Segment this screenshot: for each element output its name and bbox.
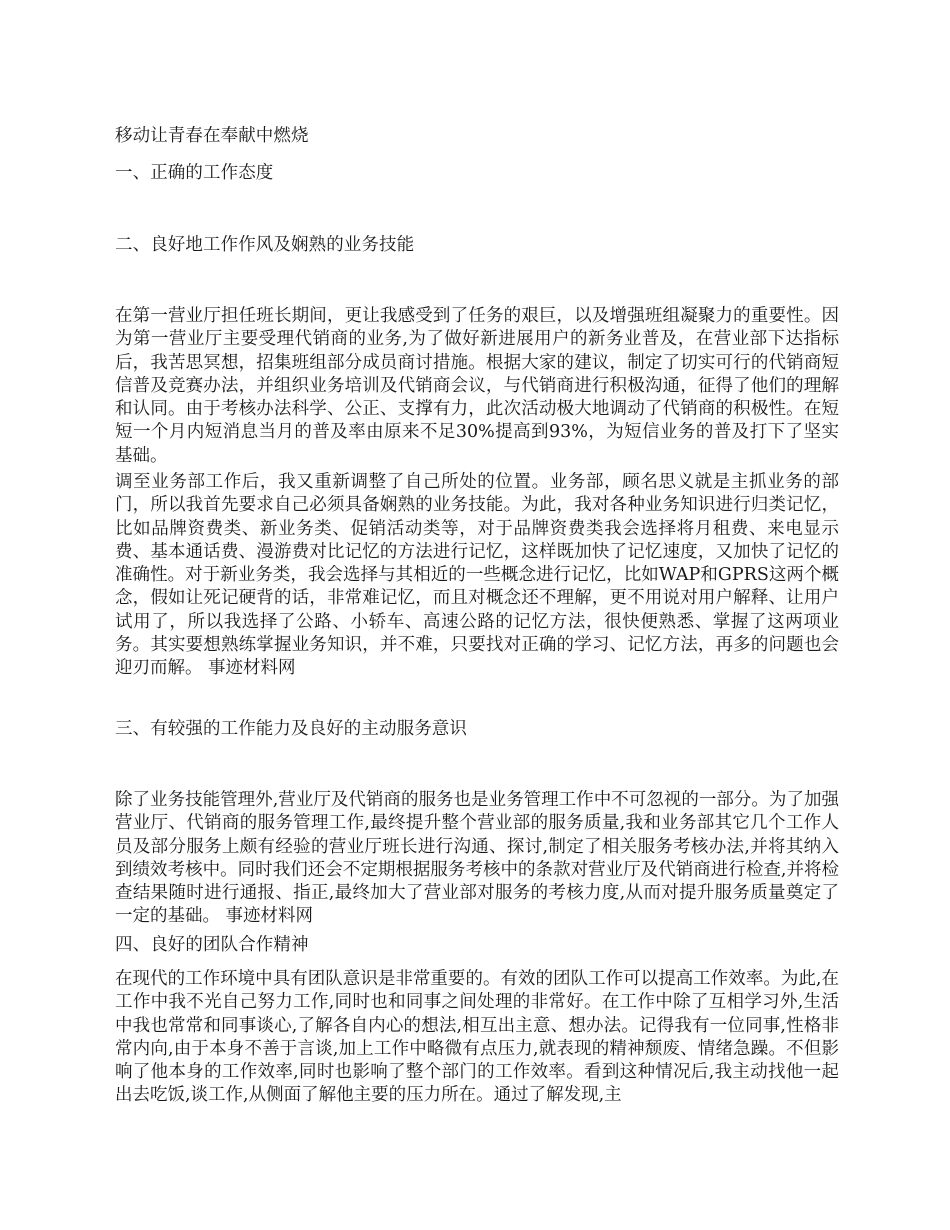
paragraph-4: 在现代的工作环境中具有团队意识是非常重要的。有效的团队工作可以提高工作效率。为此,在工作中我不光自己努力工作,同时也和同事之间处理的非常好。在工作中除了互相学习外,生活中我也常常和同事谈心,了解各自内心的想法,相互出主意、想办法。记得我有一位同事,性格非常内向,由于本身不善于言谈,加上工作中略微有点压力,就表现的精神颓废、情绪急躁。不但影响了他本身的工作效率,同时也影响了整个部门的工作效率。看到这种情况后,我主动找他一起出去吃饭,谈工作,从侧面了解他主要的压力所在。通过了解发现,主	[115, 969, 839, 1106]
section-heading-1: 一、正确的工作态度	[115, 163, 274, 183]
section-heading-3: 三、有较强的工作能力及良好的主动服务意识	[115, 719, 467, 739]
paragraph-1: 在第一营业厅担任班长期间，更让我感受到了任务的艰巨，以及增强班组凝聚力的重要性。因为第一营业厅主要受理代销商的业务,为了做好新进展用户的新务业普及，在营业部下达指标后，我苦思冥想，招集班组部分成员商讨措施。根据大家的建议，制定了切实可行的代销商短信普及竞赛办法，并组织业务培训及代销商会议，与代销商进行积极沟通，征得了他们的理解和认同。由于考核办法科学、公正、支撑有力，此次活动极大地调动了代销商的积极性。在短短一个月内短消息当月的普及率由原来不足30%提高到93%，为短信业务的普及打下了坚实基础。	[115, 306, 839, 466]
section-heading-2: 二、良好地工作作风及娴熟的业务技能	[115, 235, 415, 255]
paragraph-2: 调至业务部工作后，我又重新调整了自己所处的位置。业务部，顾名思义就是主抓业务的部门，所以我首先要求自己必须具备娴熟的业务技能。为此，我对各种业务知识进行归类记忆，比如品牌资费类、新业务类、促销活动类等，对于品牌资费类我会选择将月租费、来电显示费、基本通话费、漫游费对比记忆的方法进行记忆，这样既加快了记忆速度，又加快了记忆的准确性。对于新业务类，我会选择与其相近的一些概念进行记忆，比如WAP和GPRS这两个概念，假如让死记硬背的话，非常难记忆，而且对概念还不理解，更不用说对用户解释、让用户试用了，所以我选择了公路、小轿车、高速公路的记忆方法，很快便熟悉、掌握了这两项业务。其实要想熟练掌握业务知识，并不难，只要找对正确的学习、记忆方法，再多的问题也会迎刃而解。 事迹材料网	[115, 472, 839, 679]
paragraph-3: 除了业务技能管理外,营业厅及代销商的服务也是业务管理工作中不可忽视的一部分。为了加强营业厅、代销商的服务管理工作,最终提升整个营业部的服务质量,我和业务部其它几个工作人员及部分服务上颇有经验的营业厅班长进行沟通、探讨,制定了相关服务考核办法,并将其纳入到绩效考核中。同时我们还会不定期根据服务考核中的条款对营业厅及代销商进行检查,并将检查结果随时进行通报、指正,最终加大了营业部对服务的考核力度,从而对提升服务质量奠定了一定的基础。 事迹材料网	[115, 790, 839, 927]
document-title: 移动让青春在奉献中燃烧	[115, 126, 309, 146]
section-heading-4: 四、良好的团队合作精神	[115, 935, 309, 955]
